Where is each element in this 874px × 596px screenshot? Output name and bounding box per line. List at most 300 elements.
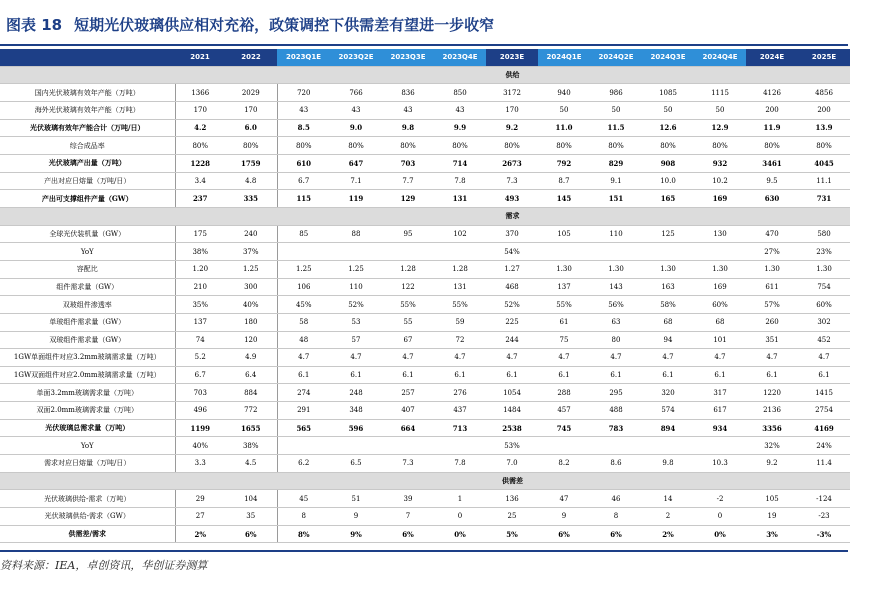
table-cell: 617 (694, 402, 746, 420)
table-cell (538, 437, 590, 455)
table-cell: 10.0 (642, 172, 694, 190)
table-cell: 110 (330, 278, 382, 296)
column-header: 2022 (225, 49, 277, 66)
table-cell: 1366 (175, 84, 225, 102)
table-cell: 6.1 (798, 366, 850, 384)
table-cell: 2754 (798, 402, 850, 420)
table-cell: 274 (277, 384, 330, 402)
table-row (0, 455, 850, 473)
table-cell: 4045 (798, 154, 850, 172)
table-cell: 1.30 (798, 260, 850, 278)
table-cell: 596 (330, 419, 382, 437)
table-cell: 276 (434, 384, 486, 402)
table-cell: 6.4 (225, 366, 277, 384)
table-cell: 6.1 (277, 366, 330, 384)
table-cell: 908 (642, 154, 694, 172)
section-title: 供需差 (175, 472, 850, 490)
table-cell: 611 (746, 278, 798, 296)
table-cell: 932 (694, 154, 746, 172)
column-header: 2025E (798, 49, 850, 66)
table-cell: 1.28 (434, 260, 486, 278)
table-cell: 703 (382, 154, 434, 172)
column-header: 2024Q1E (538, 49, 590, 66)
row-label: 双面2.0mm玻璃需求量（万吨） (0, 402, 175, 420)
table-row (0, 490, 850, 508)
table-cell: 143 (590, 278, 642, 296)
row-label: 全球光伏装机量（GW） (0, 225, 175, 243)
table-row (0, 296, 850, 314)
table-cell: 80% (434, 137, 486, 155)
table-cell: 610 (277, 154, 330, 172)
table-row (0, 525, 850, 543)
table-cell: 80% (382, 137, 434, 155)
table-cell: 170 (175, 101, 225, 119)
table-cell: 783 (590, 419, 642, 437)
table-cell: 137 (538, 278, 590, 296)
table-cell: 772 (225, 402, 277, 420)
table-cell: 295 (590, 384, 642, 402)
table-cell (590, 243, 642, 261)
table-cell: 7.1 (330, 172, 382, 190)
section-row (0, 66, 850, 84)
table-cell: 4.5 (225, 455, 277, 473)
table-cell: 60% (694, 296, 746, 314)
table-row (0, 225, 850, 243)
table-cell: 101 (694, 331, 746, 349)
table-cell: 4856 (798, 84, 850, 102)
table-cell: 8% (277, 525, 330, 543)
table-cell: 40% (175, 437, 225, 455)
table-cell: 7.3 (486, 172, 538, 190)
section-row (0, 472, 850, 490)
table-cell: 1.28 (382, 260, 434, 278)
table-cell: 248 (330, 384, 382, 402)
table-cell: 407 (382, 402, 434, 420)
section-label-cell (0, 207, 175, 225)
table-cell: 11.0 (538, 119, 590, 137)
table-cell: 10.2 (694, 172, 746, 190)
table-cell: 1.30 (642, 260, 694, 278)
figure-number: 图表 18 (6, 16, 63, 34)
table-cell: 934 (694, 419, 746, 437)
table-cell: 14 (642, 490, 694, 508)
table-cell: 4.9 (225, 349, 277, 367)
table-cell: 9.8 (382, 119, 434, 137)
table-cell: 703 (175, 384, 225, 402)
table-cell: 55% (434, 296, 486, 314)
table-cell: 320 (642, 384, 694, 402)
table-cell: 80% (538, 137, 590, 155)
table-cell: 11.1 (798, 172, 850, 190)
column-header: 2023E (486, 49, 538, 66)
table-cell (382, 243, 434, 261)
row-label: 国内光伏玻璃有效年产能（万吨） (0, 84, 175, 102)
table-cell: 4.8 (225, 172, 277, 190)
table-cell: 7.8 (434, 172, 486, 190)
table-cell: 1.27 (486, 260, 538, 278)
table-cell: 8.6 (590, 455, 642, 473)
table-cell: 200 (798, 101, 850, 119)
table-cell: 244 (486, 331, 538, 349)
row-label: 光伏玻璃总需求量（万吨） (0, 419, 175, 437)
table-cell: 2538 (486, 419, 538, 437)
table-cell (434, 437, 486, 455)
table-cell: 48 (277, 331, 330, 349)
table-cell: 2 (642, 508, 694, 526)
table-cell: 1.30 (746, 260, 798, 278)
table-cell: 4.7 (434, 349, 486, 367)
table-cell: 80% (225, 137, 277, 155)
table-cell: 88 (330, 225, 382, 243)
table-cell: 3% (746, 525, 798, 543)
table-row (0, 331, 850, 349)
table-cell: 43 (434, 101, 486, 119)
table-cell: 4.7 (746, 349, 798, 367)
table-cell: 6% (538, 525, 590, 543)
table-row (0, 366, 850, 384)
table-cell: 119 (330, 190, 382, 208)
table-cell: 6.1 (382, 366, 434, 384)
table-cell: 3461 (746, 154, 798, 172)
table-cell: 496 (175, 402, 225, 420)
table-cell: 45% (277, 296, 330, 314)
table-cell: 1.20 (175, 260, 225, 278)
table-cell: 240 (225, 225, 277, 243)
table-cell: 4.2 (175, 119, 225, 137)
header-row (0, 49, 850, 66)
table-cell: 1115 (694, 84, 746, 102)
table-cell (642, 437, 694, 455)
table-cell: 6.1 (330, 366, 382, 384)
column-header: 2023Q4E (434, 49, 486, 66)
table-row (0, 190, 850, 208)
table-cell: 125 (642, 225, 694, 243)
table-cell (590, 437, 642, 455)
table-cell (330, 243, 382, 261)
table-cell: 75 (538, 331, 590, 349)
table-cell: 300 (225, 278, 277, 296)
table-cell: 1.25 (277, 260, 330, 278)
row-label: 产出对应日熔量（万吨/日） (0, 172, 175, 190)
table-cell: 3172 (486, 84, 538, 102)
table-cell: 45 (277, 490, 330, 508)
table-cell (694, 437, 746, 455)
table-row (0, 243, 850, 261)
table-cell: 85 (277, 225, 330, 243)
table-cell: 129 (382, 190, 434, 208)
table-cell: 731 (798, 190, 850, 208)
table-row (0, 384, 850, 402)
table-cell: 136 (486, 490, 538, 508)
table-row (0, 508, 850, 526)
table-cell: 27 (175, 508, 225, 526)
table-cell: 80% (486, 137, 538, 155)
table-cell: 7.7 (382, 172, 434, 190)
table-cell: 8 (277, 508, 330, 526)
table-cell: 39 (382, 490, 434, 508)
table-cell: 63 (590, 313, 642, 331)
table-cell: 12.9 (694, 119, 746, 137)
table-cell: 23% (798, 243, 850, 261)
table-cell: 59 (434, 313, 486, 331)
table-cell: 437 (434, 402, 486, 420)
table-cell: -23 (798, 508, 850, 526)
table-cell: 52% (330, 296, 382, 314)
table-cell: 1.25 (330, 260, 382, 278)
table-cell: 170 (225, 101, 277, 119)
table-cell: 4169 (798, 419, 850, 437)
table-cell: 46 (590, 490, 642, 508)
table-cell: 4.7 (694, 349, 746, 367)
table-cell: 50 (642, 101, 694, 119)
table-cell: 664 (382, 419, 434, 437)
table-cell: 11.5 (590, 119, 642, 137)
table-row (0, 402, 850, 420)
table-cell: 9 (538, 508, 590, 526)
table-row (0, 278, 850, 296)
table-cell: 1484 (486, 402, 538, 420)
table-cell: 11.9 (746, 119, 798, 137)
table-cell: 2% (642, 525, 694, 543)
table-cell: 43 (382, 101, 434, 119)
table-cell: 180 (225, 313, 277, 331)
row-label: 1GW双面组件对应2.0mm玻璃需求量（万吨） (0, 366, 175, 384)
table-row (0, 437, 850, 455)
table-row (0, 119, 850, 137)
table-cell: 120 (225, 331, 277, 349)
table-cell: 6.1 (486, 366, 538, 384)
table-cell: 4.7 (486, 349, 538, 367)
table-cell: 53% (486, 437, 538, 455)
table-cell: 115 (277, 190, 330, 208)
table-cell: 9.2 (746, 455, 798, 473)
table-cell: 630 (746, 190, 798, 208)
table-cell: 6.0 (225, 119, 277, 137)
table-cell: 6.1 (746, 366, 798, 384)
section-label-cell (0, 66, 175, 84)
table-cell: 7 (382, 508, 434, 526)
column-header: 2023Q2E (330, 49, 382, 66)
table-cell: -2 (694, 490, 746, 508)
table-cell: 1220 (746, 384, 798, 402)
table-cell: 74 (175, 331, 225, 349)
table-cell: 8 (590, 508, 642, 526)
column-header: 2023Q3E (382, 49, 434, 66)
table-cell: 470 (746, 225, 798, 243)
table-cell: 2673 (486, 154, 538, 172)
table-cell: 80% (642, 137, 694, 155)
table-cell: 11.4 (798, 455, 850, 473)
row-label: YoY (0, 243, 175, 261)
table-cell: 9.8 (642, 455, 694, 473)
table-cell: 80% (746, 137, 798, 155)
table-cell: 0% (434, 525, 486, 543)
table-cell: 335 (225, 190, 277, 208)
row-label: 单玻组件需求量（GW） (0, 313, 175, 331)
table-cell: 54% (486, 243, 538, 261)
table-cell: 80% (590, 137, 642, 155)
table-row (0, 101, 850, 119)
table-body (0, 66, 850, 543)
table-cell: 288 (538, 384, 590, 402)
table-cell: 10.3 (694, 455, 746, 473)
table-cell: 940 (538, 84, 590, 102)
table-cell: 35 (225, 508, 277, 526)
table-cell: 40% (225, 296, 277, 314)
table-cell: 257 (382, 384, 434, 402)
table-cell (694, 243, 746, 261)
table-cell: 9.9 (434, 119, 486, 137)
row-label: 产出可支撑组件产量（GW） (0, 190, 175, 208)
section-title: 需求 (175, 207, 850, 225)
row-label: 单面3.2mm玻璃需求量（万吨） (0, 384, 175, 402)
column-header: 2024E (746, 49, 798, 66)
table-cell: 745 (538, 419, 590, 437)
table-cell: 348 (330, 402, 382, 420)
table-cell: 72 (434, 331, 486, 349)
row-label: 1GW单面组件对应3.2mm玻璃需求量（万吨） (0, 349, 175, 367)
table-cell: 6% (590, 525, 642, 543)
table-cell: 60% (798, 296, 850, 314)
table-cell: 43 (330, 101, 382, 119)
table-cell: 80% (798, 137, 850, 155)
table-cell (382, 437, 434, 455)
table-cell: 9.0 (330, 119, 382, 137)
table-cell: 3356 (746, 419, 798, 437)
table-cell: 210 (175, 278, 225, 296)
table-cell: 7.0 (486, 455, 538, 473)
table-cell: 61 (538, 313, 590, 331)
table-cell: 829 (590, 154, 642, 172)
table-row (0, 137, 850, 155)
source-note: 资料来源：IEA，卓创资讯，华创证券测算 (0, 559, 208, 572)
table-cell: 1.30 (538, 260, 590, 278)
table-cell: 6% (382, 525, 434, 543)
table-cell: 137 (175, 313, 225, 331)
table-cell: 6.1 (538, 366, 590, 384)
table-cell: 12.6 (642, 119, 694, 137)
table-cell: 8.2 (538, 455, 590, 473)
table-cell: 1415 (798, 384, 850, 402)
table-cell: 0 (434, 508, 486, 526)
header-label-cell (0, 49, 175, 66)
table-cell: 104 (225, 490, 277, 508)
table-cell: 468 (486, 278, 538, 296)
row-label: 光伏玻璃供给-需求（万吨） (0, 490, 175, 508)
row-label: 组件需求量（GW） (0, 278, 175, 296)
table-cell (277, 437, 330, 455)
table-cell: 720 (277, 84, 330, 102)
table-cell: 580 (798, 225, 850, 243)
table-cell: 53 (330, 313, 382, 331)
table-cell: 6.5 (330, 455, 382, 473)
section-row (0, 207, 850, 225)
table-cell: 0 (694, 508, 746, 526)
table-row (0, 172, 850, 190)
table-cell: 68 (694, 313, 746, 331)
table-cell: 4.7 (277, 349, 330, 367)
row-label: 需求对应日熔量（万吨/日） (0, 455, 175, 473)
table-cell: 6.1 (434, 366, 486, 384)
table-cell: 25 (486, 508, 538, 526)
table-cell: 3.4 (175, 172, 225, 190)
table-cell: 1.30 (694, 260, 746, 278)
table-cell: 38% (225, 437, 277, 455)
column-header: 2024Q2E (590, 49, 642, 66)
column-header: 2021 (175, 49, 225, 66)
table-cell: 647 (330, 154, 382, 172)
table-cell: 95 (382, 225, 434, 243)
table-cell: 9% (330, 525, 382, 543)
table-row (0, 313, 850, 331)
table-cell: 102 (434, 225, 486, 243)
table-cell: 7.3 (382, 455, 434, 473)
table-cell: 80% (277, 137, 330, 155)
row-label: 双玻组件需求量（GW） (0, 331, 175, 349)
row-label: 双玻组件渗透率 (0, 296, 175, 314)
table-cell: 792 (538, 154, 590, 172)
table-cell: 836 (382, 84, 434, 102)
table-cell: 8.5 (277, 119, 330, 137)
table-cell: -3% (798, 525, 850, 543)
table-cell: 24% (798, 437, 850, 455)
table-cell: 38% (175, 243, 225, 261)
table-cell: 1228 (175, 154, 225, 172)
table-cell: 58 (277, 313, 330, 331)
table-cell: 50 (694, 101, 746, 119)
table-cell: 884 (225, 384, 277, 402)
table-cell: 57% (746, 296, 798, 314)
row-label: YoY (0, 437, 175, 455)
table-cell: 457 (538, 402, 590, 420)
table-cell: 713 (434, 419, 486, 437)
row-label: 供需差/需求 (0, 525, 175, 543)
section-label-cell (0, 472, 175, 490)
table-row (0, 154, 850, 172)
column-header: 2024Q3E (642, 49, 694, 66)
table-cell (434, 243, 486, 261)
column-header: 2024Q4E (694, 49, 746, 66)
figure-title (0, 14, 494, 36)
table-cell: 3.3 (175, 455, 225, 473)
table-cell: 145 (538, 190, 590, 208)
table-cell: 105 (746, 490, 798, 508)
table-cell: 2029 (225, 84, 277, 102)
table-cell: 58% (642, 296, 694, 314)
table-cell: 35% (175, 296, 225, 314)
table-cell (642, 243, 694, 261)
table-cell: 565 (277, 419, 330, 437)
table-cell: 67 (382, 331, 434, 349)
table-cell: 57 (330, 331, 382, 349)
table-cell: 6.1 (694, 366, 746, 384)
table-cell (277, 243, 330, 261)
supply-demand-table (0, 49, 850, 543)
figure-caption: 短期光伏玻璃供应相对充裕，政策调控下供需差有望进一步收窄 (74, 16, 495, 34)
table-cell: 29 (175, 490, 225, 508)
table-cell: 4.7 (330, 349, 382, 367)
table-cell: 27% (746, 243, 798, 261)
table-cell: 105 (538, 225, 590, 243)
table-cell: 169 (694, 190, 746, 208)
table-cell: 13.9 (798, 119, 850, 137)
table-cell: 2% (175, 525, 225, 543)
table-cell: 351 (746, 331, 798, 349)
table-cell: 9.1 (590, 172, 642, 190)
table-cell: 32% (746, 437, 798, 455)
table-cell: 80 (590, 331, 642, 349)
row-label: 光伏玻璃供给-需求（GW） (0, 508, 175, 526)
